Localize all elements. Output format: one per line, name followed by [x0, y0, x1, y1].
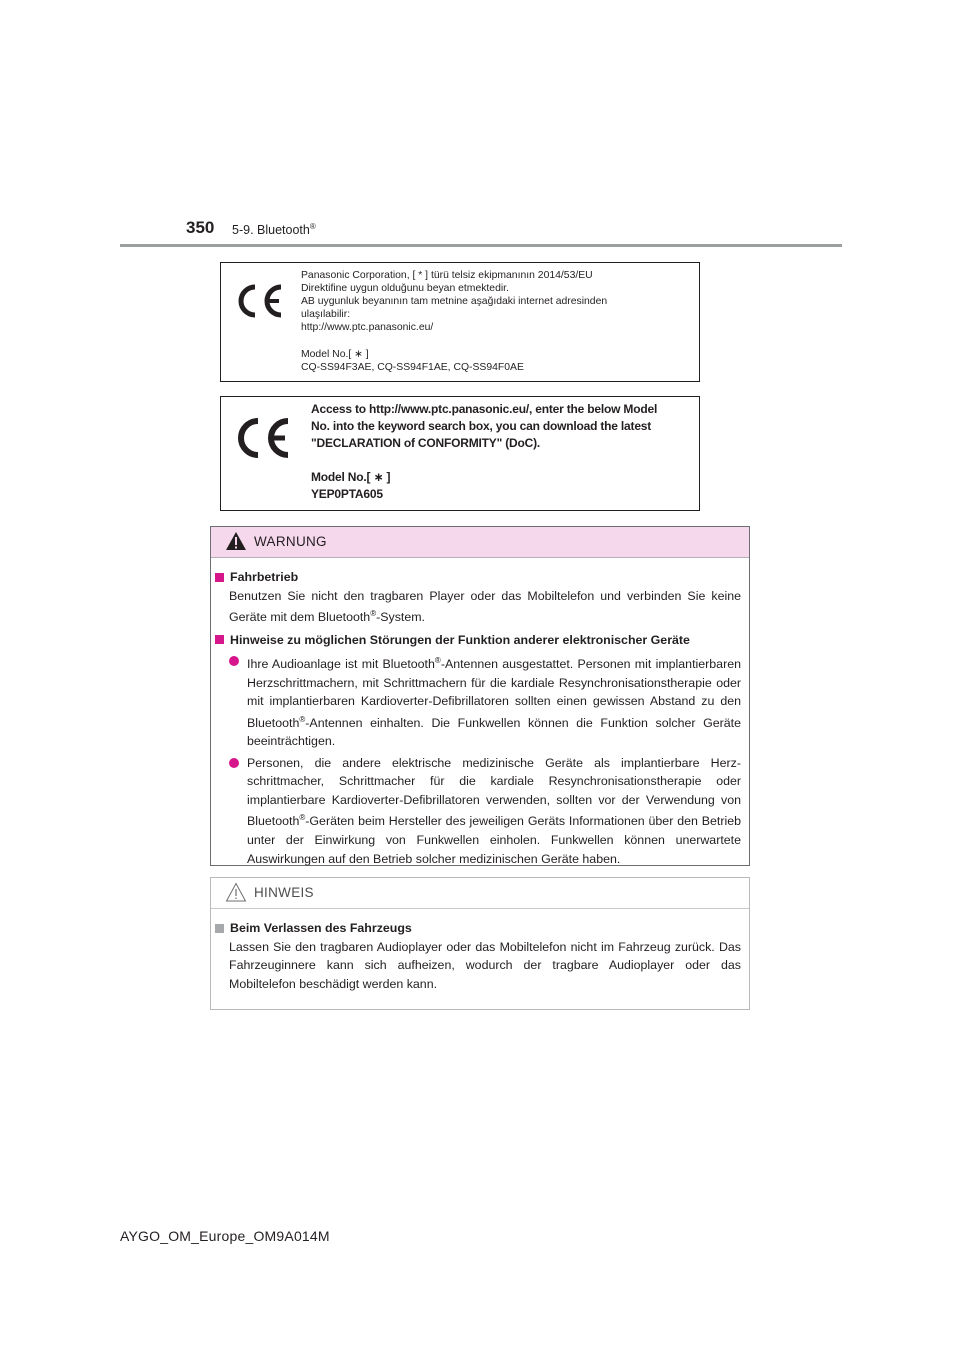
text-part: -Antennen einhalten. Die Funkwellen können die Funktion solcher Geräte beeinträchtigen.	[247, 715, 741, 749]
warning-subitem	[229, 652, 741, 751]
warning-title: WARNUNG	[254, 534, 327, 549]
warning-subitem	[229, 754, 741, 868]
warning-item-title	[215, 631, 741, 650]
warning-box	[210, 526, 750, 866]
square-bullet-icon	[215, 573, 224, 582]
caution-triangle-icon	[225, 882, 247, 907]
text-part: Benutzen Sie nicht den tragbaren Player oder das Mobiltelefon und verbinden Sie keine Geräte mit dem Bluetooth	[229, 588, 741, 625]
section-title	[232, 222, 316, 237]
note-box	[210, 877, 750, 1010]
subitem-text	[247, 652, 741, 751]
footer-doc-id: AYGO_OM_Europe_OM9A014M	[120, 1228, 330, 1244]
note-title: HINWEIS	[254, 885, 314, 900]
note-item	[215, 919, 741, 993]
note-header	[211, 878, 749, 909]
section-title-text: 5-9. Bluetooth	[232, 223, 310, 238]
item-title-text: Fahrbetrieb	[230, 570, 299, 584]
note-item-text: Lassen Sie den tragbaren Audioplayer oder das Mobiltelefon nicht im Fahrzeug zurück. Das Fahrzeuginnere kann sich aufheizen, wodurch der tragbare Audioplayer oder das Mobiltelefon beschädigt werden kann.	[229, 939, 741, 991]
ce-declaration-text: Panasonic Corporation, [ * ] türü telsiz ekipmanının 2014/53/EU Direktifine uygun olduğunu beyan etmektedir. AB uygunluk beyanının tam metnine aşağıdaki internet adresinden ulaşılabilir: http://www.ptc.panasonic.eu/ Model No.[ ∗ ] CQ-SS94F3AE, CQ-SS94F1AE, CQ-SS94F0AE	[301, 270, 608, 373]
ce-declaration-turkish	[220, 262, 700, 382]
warning-triangle-icon	[225, 531, 247, 556]
ce-declaration-english	[220, 396, 700, 511]
circle-bullet-icon	[229, 656, 239, 666]
note-item-title	[215, 919, 741, 938]
registered-mark: ®	[309, 222, 316, 231]
text-part: Personen, die andere elektrische medizinische Geräte als implantierbare Herzschrittmacher, Schrittmacher für die kardiale Resynchronisationstherapie oder implantierbare Kardioverter-Defibrillatoren verwenden, sollten vor der Verwendung von Bluetooth	[247, 755, 741, 829]
registered-mark: ®	[370, 609, 377, 618]
text-part: Ihre Audioanlage ist mit Bluetooth	[247, 657, 435, 672]
warning-item-text	[229, 587, 741, 627]
text-part: -System.	[376, 610, 426, 625]
warning-body	[211, 558, 749, 868]
warning-item	[215, 631, 741, 868]
note-body	[211, 909, 749, 993]
text-part: -Antennen ausgestattet. Personen mit implantierbaren Herzschrittmachern, mit Schrittmachern für die kardiale Resynchronisationstherapie oder mit implantierbaren Kardioverter-Defibrillatoren sollten einen gewissen Abstand zu den Bluetooth	[247, 657, 741, 730]
text-part: -Geräten beim Hersteller des jeweiligen Geräts Informationen über den Betrieb unter der Einwirkung von Funkwellen einholen. Funkwellen können unerwartete Auswirkungen auf den Betrieb solcher medizinischen Geräte haben.	[247, 814, 741, 866]
subitem-text	[247, 754, 741, 868]
warning-item-title	[215, 568, 741, 587]
item-title-text: Hinweise zu möglichen Störungen der Funktion anderer elektronischer Geräte	[230, 632, 690, 647]
ce-mark-icon	[235, 415, 291, 466]
item-title-text: Beim Verlassen des Fahrzeugs	[230, 921, 412, 935]
ce-mark-icon	[235, 281, 285, 326]
square-bullet-icon	[215, 924, 224, 933]
circle-bullet-icon	[229, 758, 239, 768]
registered-mark: ®	[434, 656, 441, 666]
page-number: 350	[186, 218, 215, 237]
registered-mark: ®	[299, 714, 306, 724]
ce-declaration-text: Access to http://www.ptc.panasonic.eu/, enter the below Model No. into the keyword search box, you can download the latest "DECLARATION of CONFORMITY" (DoC). Model No.[ ∗ ] YEP0PTA605	[311, 402, 658, 501]
square-bullet-icon	[215, 635, 224, 644]
header-rule	[120, 244, 842, 247]
registered-mark: ®	[299, 813, 306, 823]
warning-header	[211, 527, 749, 558]
warning-item	[215, 568, 741, 627]
